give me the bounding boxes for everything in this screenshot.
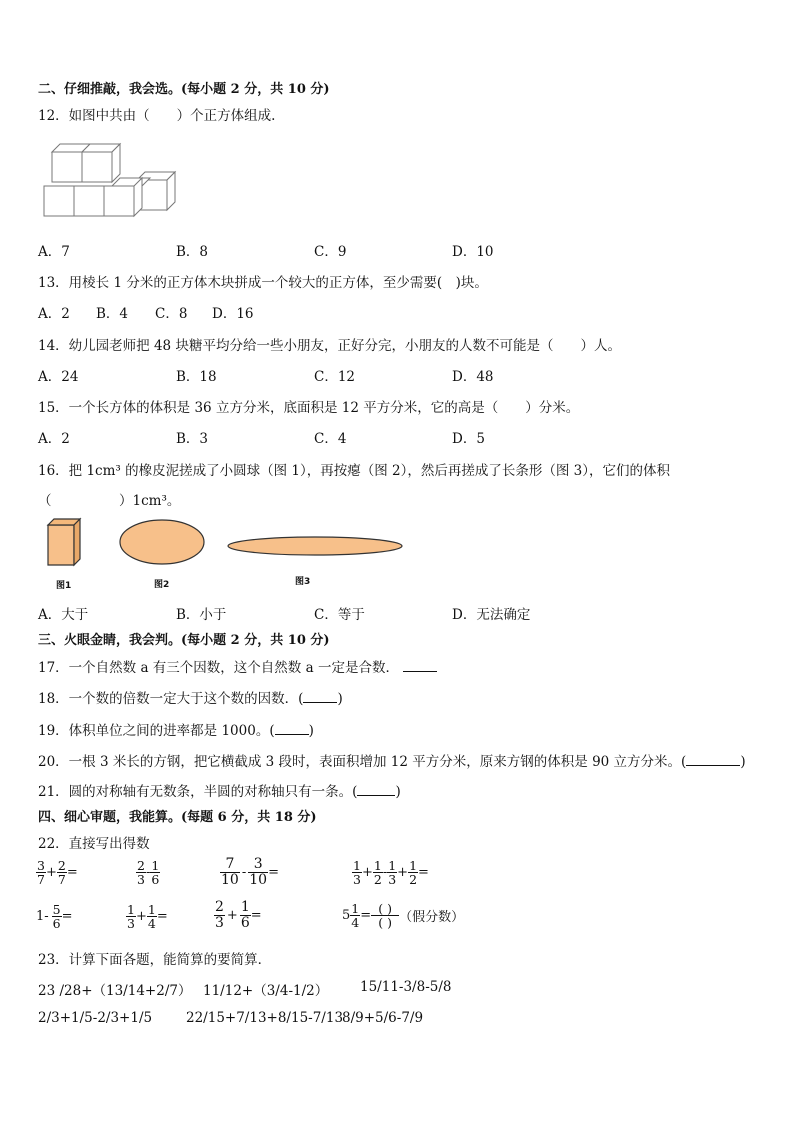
q14-option-c: C．12 xyxy=(314,369,356,385)
question-21: 21．圆的对称轴有无数条，半圆的对称轴只有一条。( ) xyxy=(38,784,401,800)
caption-figure-2: 图2 xyxy=(154,580,170,590)
long-strip-shape xyxy=(228,537,402,555)
question-12: 12．如图中共由（ ）个正方体组成. xyxy=(38,108,276,124)
answer-blank-19[interactable] xyxy=(275,722,309,735)
expr-1-1: 23 /28+（13/14+2/7） xyxy=(38,983,192,999)
section-heading-4: 四、细心审题，我能算。(每题 6 分，共 18 分) xyxy=(38,810,317,825)
q15-option-c: C．4 xyxy=(314,431,347,447)
q16-option-d: D．无法确定 xyxy=(452,607,531,623)
question-16-line2: （ ）1cm³。 xyxy=(38,493,181,509)
answer-blank-18[interactable] xyxy=(303,690,337,703)
q15-option-d: D．5 xyxy=(452,431,485,447)
q15-option-a: A．2 xyxy=(38,431,70,447)
question-15: 15．一个长方体的体积是 36 立方分米，底面积是 12 平方分米，它的高是（ ）分米。 xyxy=(38,400,580,416)
question-22: 22．直接写出得数 xyxy=(38,836,150,852)
calc-1-1: $\frac{3}{7}$ + $\frac{2}{7}$ = xyxy=(37,858,78,888)
q16-option-b: B．小于 xyxy=(176,607,227,623)
expr-1-3: 15/11-3/8-5/8 xyxy=(360,979,452,995)
question-20: 20．一根 3 米长的方钢，把它横截成 3 段时，表面积增加 12 平方分米，原来方钢的体积是 90 立方分米。( ) xyxy=(38,754,746,770)
q14-option-b: B．18 xyxy=(176,369,217,385)
q13-option-a: A．2 xyxy=(38,306,70,322)
q13-option-c: C．8 xyxy=(155,306,188,322)
answer-blank-21[interactable] xyxy=(357,783,395,796)
cube-stack-figure xyxy=(42,142,182,220)
section-heading-2: 二、仔细推敲，我会选。(每小题 2 分，共 10 分) xyxy=(38,82,330,97)
answer-blank-17[interactable] xyxy=(403,659,437,672)
q12-option-d: D．10 xyxy=(452,244,494,260)
expr-2-2: 22/15+7/13+8/15-7/13 xyxy=(186,1010,344,1026)
question-19: 19．体积单位之间的进率都是 1000。( ) xyxy=(38,723,314,739)
question-18: 18．一个数的倍数一定大于这个数的因数．( ) xyxy=(38,691,343,707)
question-14: 14．幼儿园老师把 48 块糖平均分给一些小朋友，正好分完，小朋友的人数不可能是（ ）人。 xyxy=(38,338,621,354)
question-17: 17．一个自然数 a 有三个因数，这个自然数 a 一定是合数． xyxy=(38,656,437,676)
expr-1-2: 11/12+（3/4-1/2） xyxy=(203,983,329,999)
question-16-line1: 16．把 1cm³ 的橡皮泥搓成了小圆球（图 1），再按瘪（图 2），然后再搓成了长条形（图 3），它们的体积 xyxy=(38,463,671,479)
question-23: 23．计算下面各题，能简算的要简算． xyxy=(38,952,272,968)
expr-2-3: 8/9+5/6-7/9 xyxy=(342,1010,424,1026)
q12-option-a: A．7 xyxy=(38,244,70,260)
section-heading-3: 三、火眼金睛，我会判。(每小题 2 分，共 10 分) xyxy=(38,633,330,648)
calc-1-2: $\frac{2}{3}$ - $\frac{1}{6}$ xyxy=(137,858,160,888)
calc-2-3: $\frac{2}{3}$ + $\frac{1}{6}$ = xyxy=(215,899,262,931)
q15-option-b: B．3 xyxy=(176,431,209,447)
q12-option-b: B．8 xyxy=(176,244,209,260)
caption-figure-3: 图3 xyxy=(295,577,311,587)
expr-2-1: 2/3+1/5-2/3+1/5 xyxy=(38,1010,153,1026)
calc-2-1: 1- $\frac{5}{6}$ = xyxy=(36,902,73,932)
q14-option-d: D．48 xyxy=(452,369,494,385)
flattened-shape xyxy=(120,520,204,564)
caption-figure-1: 图1 xyxy=(56,581,72,591)
calc-1-4: $\frac{1}{3}$ + $\frac{1}{2}$ - $\frac{1}{3}$ + $\frac{1}{2}$ = xyxy=(353,858,429,888)
calc-2-4: 5 $\frac{1}{4}$ = $\frac{( )}{( )}$ （假分数） xyxy=(342,901,465,931)
answer-blank-20[interactable] xyxy=(686,753,740,766)
q16-option-c: C．等于 xyxy=(314,607,365,623)
question-13: 13．用棱长 1 分米的正方体木块拼成一个较大的正方体，至少需要( )块。 xyxy=(38,275,488,291)
calc-2-2: $\frac{1}{3}$ + $\frac{1}{4}$ = xyxy=(127,902,168,932)
q16-option-a: A．大于 xyxy=(38,607,89,623)
cube-shape xyxy=(48,525,74,565)
q13-option-d: D．16 xyxy=(212,306,254,322)
q12-option-c: C．9 xyxy=(314,244,347,260)
q14-option-a: A．24 xyxy=(38,369,79,385)
q13-option-b: B．4 xyxy=(96,306,129,322)
clay-shapes-figure xyxy=(40,515,410,575)
calc-1-3: $\frac{7}{10}$ - $\frac{3}{10}$ = xyxy=(221,856,279,888)
